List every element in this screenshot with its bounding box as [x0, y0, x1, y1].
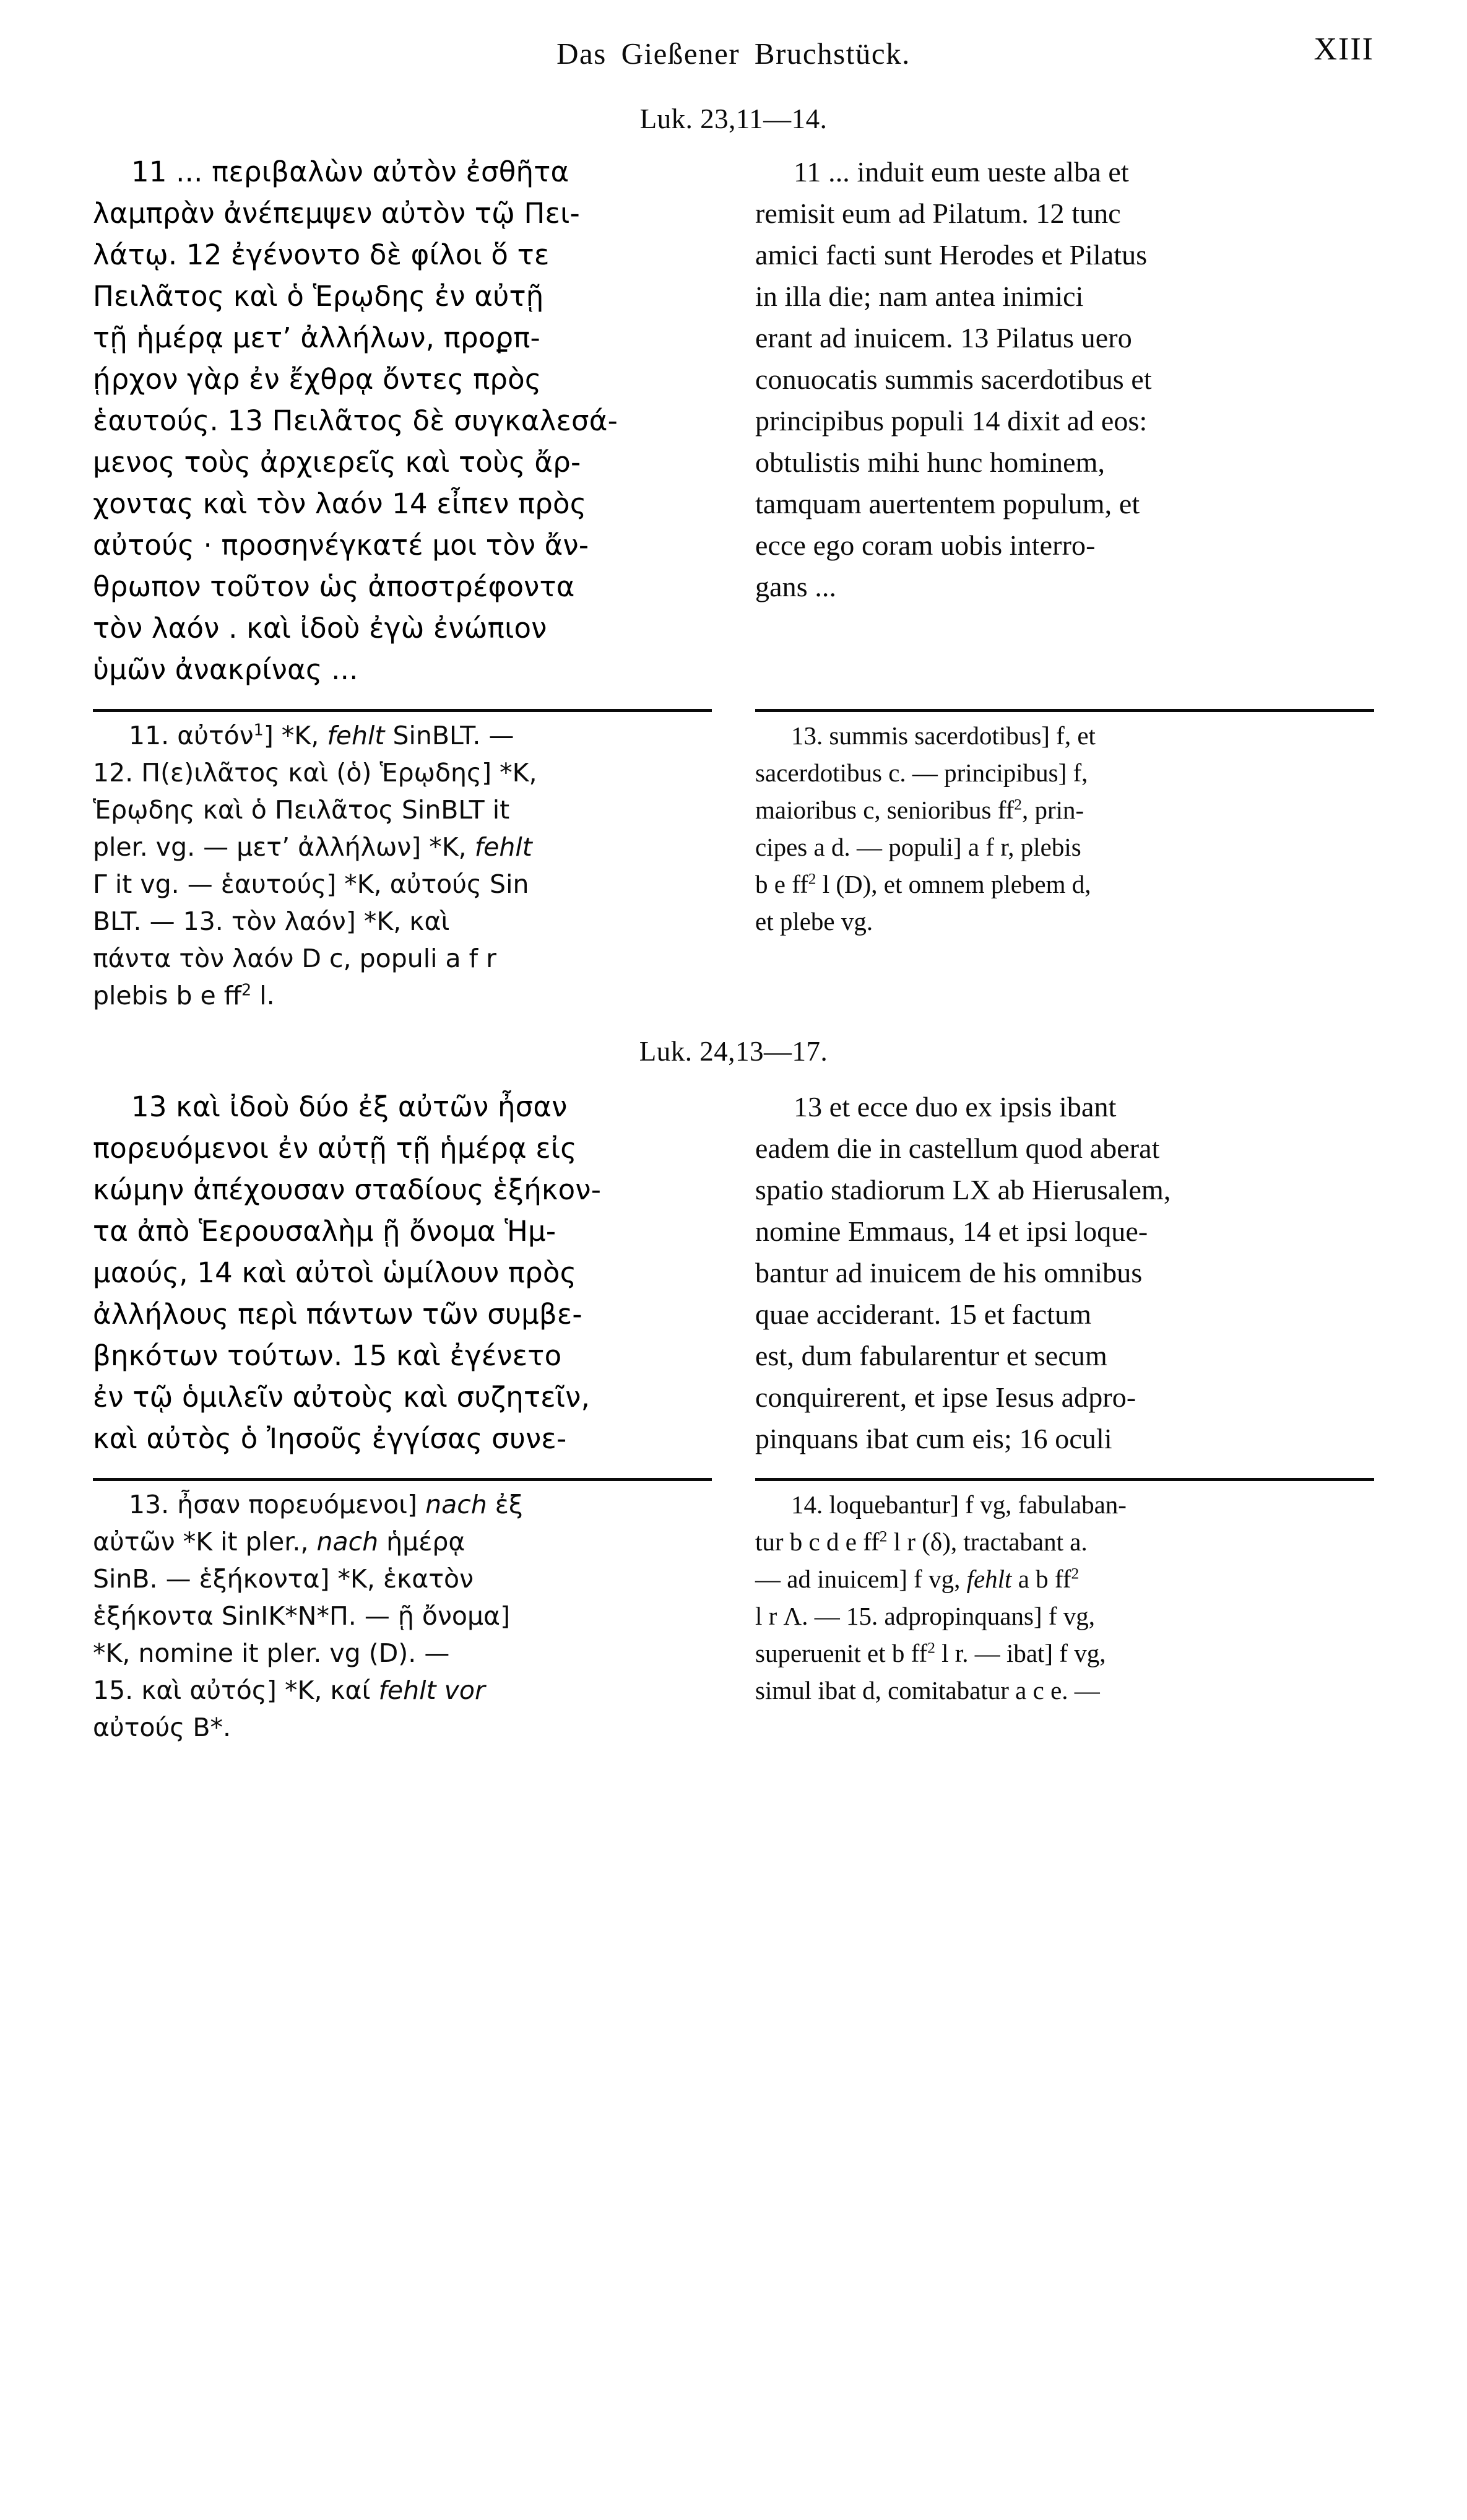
text-line: αὐτούς · προσηνέγκατέ μοι τὸν ἄν-	[93, 529, 589, 562]
text-line: est, dum fabularentur et secum	[755, 1340, 1107, 1371]
divider-rule-right	[755, 709, 1374, 712]
text-line: principibus populi 14 dixit ad eos:	[755, 405, 1148, 437]
text-line: ῄρχον γὰρ ἐν ἔχθρᾳ ὄντες πρὸς	[93, 363, 542, 396]
text-line: τῇ ἡμέρᾳ μετ’ ἀλλήλων, προϼπ-	[93, 321, 540, 354]
text-line: sacerdotibus c. — principibus] f,	[755, 758, 1088, 787]
text-line: 14. loquebantur] f vg, fabulaban-	[791, 1490, 1127, 1519]
text-line: λάτῳ. 12 ἐγένοντο δὲ φίλοι ὅ τε	[93, 238, 550, 271]
text-line: BLT. — 13. τὸν λαόν] *K, καὶ	[93, 906, 450, 936]
text-line: SinB. — ἑξήκοντα] *K, ἑκατὸν	[93, 1564, 474, 1594]
text-line: l r Λ. — 15. adpropinquans] f vg,	[755, 1602, 1095, 1630]
text-line: tamquam auertentem populum, et	[755, 488, 1140, 519]
section-luke-23	[93, 93, 1374, 1014]
text-line: — ad inuicem] f vg, fehlt a b $ff^2$	[755, 1565, 1080, 1593]
text-band	[93, 1086, 1374, 1459]
apparatus-greek-column	[93, 717, 712, 1014]
text-line: Ἑρῳδης καὶ ὁ Πειλᾶτος SinBLT it	[93, 795, 510, 825]
text-line: ἑξήκοντα SinIK*N*Π. — ῇ ὄνομα]	[93, 1601, 511, 1631]
apparatus-band	[93, 717, 1374, 1014]
text-line: pler. vg. — μετ’ ἀλλήλων] *K, fehlt	[93, 832, 532, 862]
text-line: αὐτούς B*.	[93, 1713, 231, 1742]
text-line: gans ...	[755, 571, 837, 602]
text-line: μενος τοὺς ἀρχιερεῖς καὶ τοὺς ἄρ-	[93, 446, 581, 479]
text-line: 11 ... induit eum ueste alba et	[794, 156, 1129, 188]
text-line: et plebe vg.	[755, 907, 873, 936]
divider-rule-left	[93, 709, 712, 712]
running-head	[93, 0, 1374, 93]
text-line: in illa die; nam antea inimici	[755, 280, 1084, 312]
text-line: ecce ego coram uobis interro-	[755, 529, 1096, 561]
text-line: τὸν λαόν . καὶ ἰδοὺ ἐγὼ ἐνώπιον	[93, 612, 547, 645]
text-line: πορευόμενοι ἐν αὐτῇ τῇ ἡμέρᾳ εἰς	[93, 1132, 577, 1165]
text-line: 11 ... περιβαλὼν αὐτὸν ἐσθῆτα	[131, 155, 569, 188]
text-line: ἑαυτούς. 13 Πειλᾶτος δὲ συγκαλεσά-	[93, 404, 618, 437]
text-line: bantur ad inuicem de his omnibus	[755, 1257, 1143, 1288]
text-line: λαμπρὰν ἀνέπεμψεν αὐτὸν τῷ Πει-	[93, 197, 580, 230]
text-line: καὶ αὐτὸς ὁ Ἰησοῦς ἐγγίσας συνε-	[93, 1422, 567, 1455]
text-line: conuocatis summis sacerdotibus et	[755, 363, 1152, 395]
text-line: θρωπον τοῦτον ὡς ἀποστρέφοντα	[93, 570, 575, 603]
section-heading: Luk. 23,11—14.	[639, 103, 828, 134]
text-line: amici facti sunt Herodes et Pilatus	[755, 239, 1148, 271]
greek-text-column	[93, 1086, 712, 1459]
text-line: πάντα τὸν λαόν D c, populi a f r	[93, 944, 496, 973]
text-line: remisit eum ad Pilatum. 12 tunc	[755, 198, 1121, 229]
text-line: τα ἀπὸ Ἑερουσαλὴμ ῇ ὄνομα Ἡμ-	[93, 1215, 556, 1248]
text-line: spatio stadiorum LX ab Hierusalem,	[755, 1174, 1171, 1206]
apparatus-divider-band	[93, 1478, 1374, 1481]
text-line: αὐτῶν *K it pler., nach ἡμέρᾳ	[93, 1527, 465, 1557]
text-line: tur b c d e $ff^2$ l r (δ), tractabant a.	[755, 1527, 1088, 1556]
text-line: 13. summis sacerdotibus] f, et	[791, 721, 1096, 750]
greek-text-column	[93, 151, 712, 690]
text-line: κώμην ἀπέχουσαν σταδίους ἑξήκον-	[93, 1173, 602, 1206]
running-head-title: Das Gießener Bruchstück.	[556, 37, 911, 71]
apparatus-divider-band	[93, 709, 1374, 712]
text-line: cipes a d. — populi] a f r, plebis	[755, 833, 1081, 861]
apparatus-greek-column	[93, 1486, 712, 1746]
apparatus-band	[93, 1486, 1374, 1746]
text-line: χοντας καὶ τὸν λαόν 14 εἶπεν πρὸς	[93, 487, 587, 520]
text-line: Γ it vg. — ἑαυτούς] *K, αὐτούς Sin	[93, 869, 529, 899]
text-line: 13 καὶ ἰδοὺ δύο ἐξ αὐτῶν ἦσαν	[131, 1090, 568, 1123]
text-line: 15. καὶ αὐτός] *K, καί fehlt vor	[93, 1675, 485, 1705]
text-line: μαούς, 14 καὶ αὐτοὶ ὡμίλουν πρὸς	[93, 1256, 577, 1289]
section-luke-24	[93, 1014, 1374, 1746]
text-line: eadem die in castellum quod aberat	[755, 1132, 1160, 1164]
text-line: ἀλλήλους περὶ πάντων τῶν συμβε-	[93, 1298, 582, 1331]
text-line: nomine Emmaus, 14 et ipsi loque-	[755, 1215, 1148, 1247]
section-heading: Luk. 24,13—17.	[639, 1036, 828, 1067]
text-line: maioribus c, senioribus $ff^2$, prin-	[755, 796, 1084, 824]
text-line: pinquans ibat cum eis; 16 oculi	[755, 1423, 1112, 1454]
text-line: plebis b e $ff^2$ l.	[93, 980, 275, 1010]
divider-rule-right	[755, 1478, 1374, 1481]
text-line: 13. ἦσαν πορευόμενοι] nach ἐξ	[129, 1490, 523, 1519]
text-line: ἐν τῷ ὁμιλεῖν αὐτοὺς καὶ συζητεῖν,	[93, 1381, 591, 1414]
text-line: 12. Π(ε)ιλᾶτος καὶ (ὁ) Ἑρῳδης] *K,	[93, 758, 537, 788]
text-band	[93, 151, 1374, 690]
text-line: ὑμῶν ἀνακρίνας ...	[93, 653, 358, 686]
text-line: b e $ff^2$ l (D), et omnem plebem d,	[755, 870, 1091, 898]
text-line: 13 et ecce duo ex ipsis ibant	[794, 1091, 1117, 1123]
text-line: *K, nomine it pler. vg (D). —	[93, 1638, 450, 1668]
divider-rule-left	[93, 1478, 712, 1481]
text-line: βηκότων τούτων. 15 καὶ ἐγένετο	[93, 1339, 562, 1372]
latin-text-column	[755, 151, 1374, 607]
text-line: quae acciderant. 15 et factum	[755, 1298, 1092, 1330]
text-line: obtulistis mihi hunc hominem,	[755, 446, 1106, 478]
text-line: 11. αὐτόν$^1$] *K, fehlt SinBLT. —	[129, 720, 514, 750]
text-line: simul ibat d, comitabatur a c e. —	[755, 1676, 1100, 1705]
text-line: conquirerent, et ipse Iesus adpro-	[755, 1381, 1136, 1413]
apparatus-latin-column	[755, 1486, 1374, 1709]
apparatus-latin-column	[755, 717, 1374, 940]
page-number: XIII	[1313, 32, 1374, 67]
latin-text-column	[755, 1086, 1374, 1459]
text-line: superuenit et b $ff^2$ l r. — ibat] f vg,	[755, 1639, 1106, 1667]
text-line: erant ad inuicem. 13 Pilatus uero	[755, 322, 1132, 354]
text-line: Πειλᾶτος καὶ ὁ Ἑρῳδης ἐν αὐτῇ	[93, 280, 544, 313]
